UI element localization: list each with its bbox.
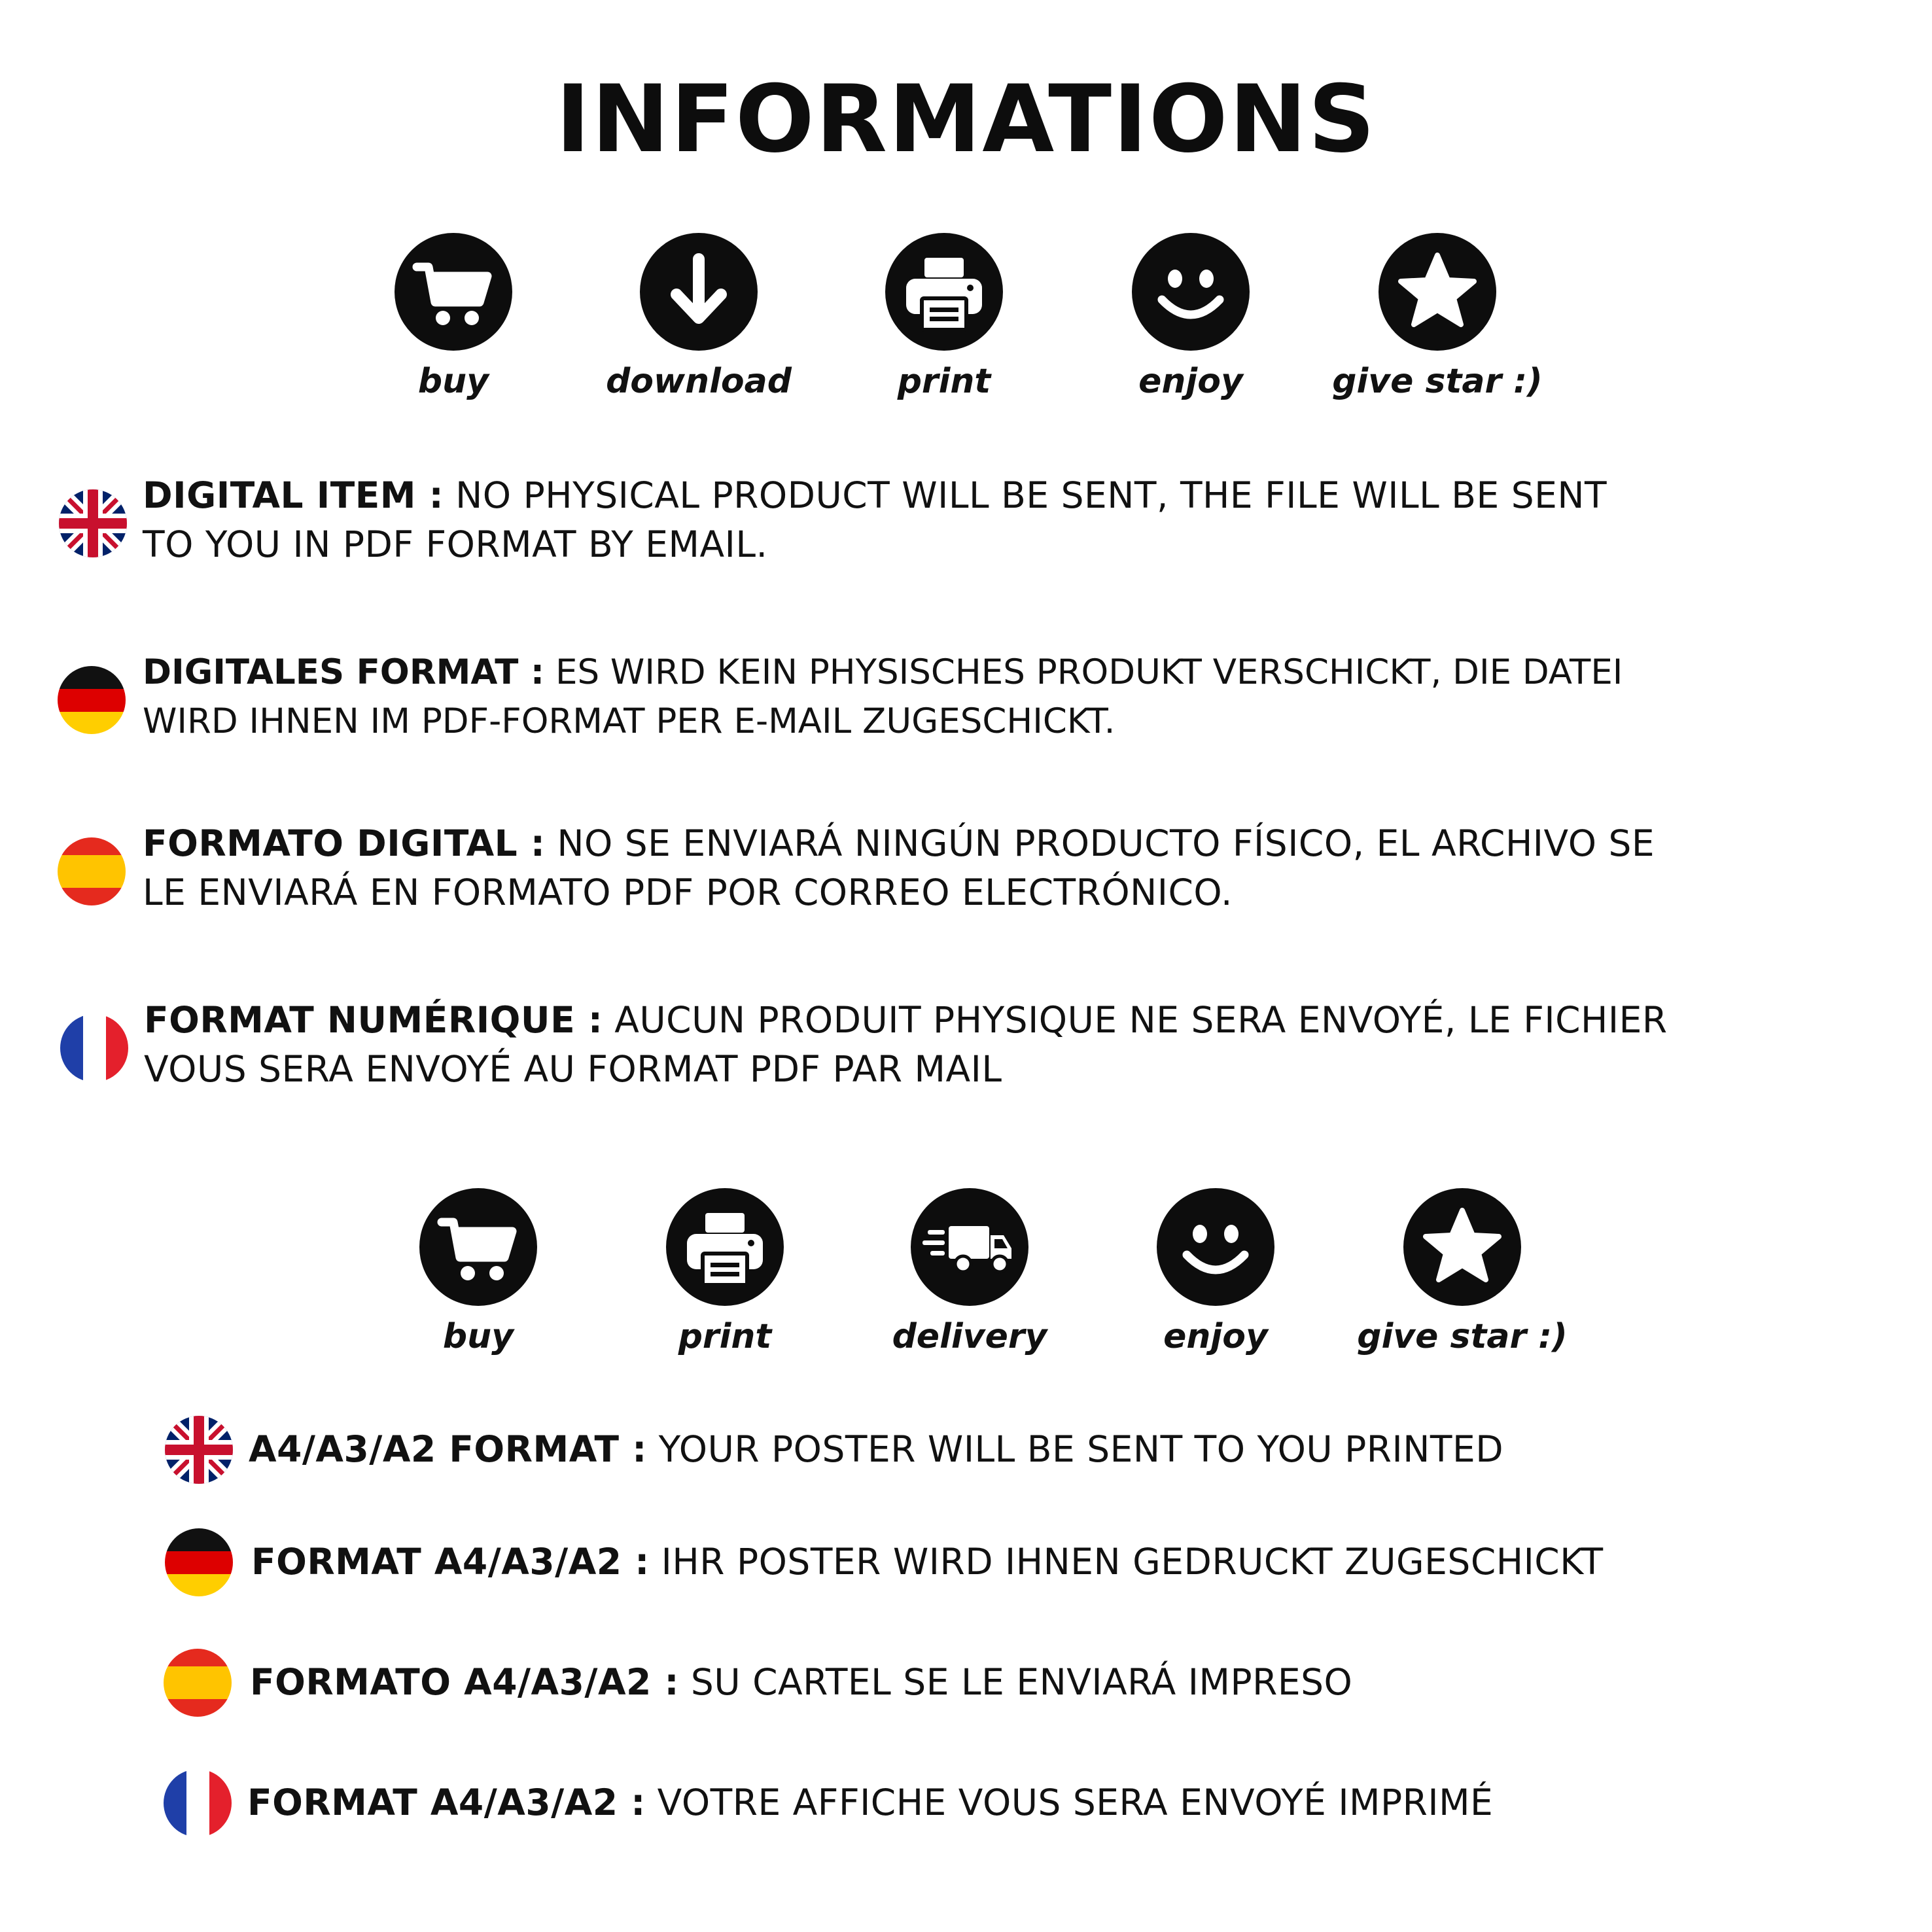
info-body: YOUR POSTER WILL BE SENT TO YOU PRINTED [646,1428,1504,1470]
delivery-truck-icon [911,1188,1028,1306]
step-print [594,1188,856,1360]
step-label: delivery [892,1317,1047,1356]
download-icon [640,233,758,351]
page-title: INFORMATIONS [555,65,1377,173]
info-line1: NO PHYSICAL PRODUCT WILL BE SENT, THE FILE WILL BE SENT [444,474,1607,516]
spain-flag-icon [164,1649,232,1717]
uk-flag-icon [165,1416,233,1484]
star-icon [1403,1188,1521,1306]
step-label: give star :) [1357,1317,1568,1356]
info-body: VOTRE AFFICHE VOUS SERA ENVOYÉ IMPRIMÉ [645,1782,1494,1823]
step-label: print [897,362,991,401]
info-text [247,1778,1493,1827]
smiley-icon [1157,1188,1274,1306]
step-label: download [606,362,792,401]
step-label: buy [417,362,489,401]
germany-flag-icon [58,666,126,734]
info-line1: AUCUN PRODUIT PHYSIQUE NE SERA ENVOYÉ, LE FICHIER [603,999,1668,1041]
info-text [143,471,1607,569]
step-label: enjoy [1163,1317,1268,1356]
step-print [813,233,1075,404]
info-title: FORMAT A4/A3/A2 : [247,1782,646,1823]
printer-icon [885,233,1003,351]
cart-icon [395,233,512,351]
step-label: print [678,1317,772,1356]
info-body: IHR POSTER WIRD IHNEN GEDRUCKT ZUGESCHICKT [649,1541,1604,1583]
step-label: give star :) [1332,362,1543,401]
info-text [249,1425,1503,1474]
info-line2: WIRD IHNEN IM PDF-FORMAT PER E-MAIL ZUGESCHICKT. [143,701,1115,741]
info-text [143,648,1623,746]
step-buy [347,1188,609,1360]
star-icon [1379,233,1496,351]
info-title: FORMATO A4/A3/A2 : [250,1661,679,1703]
step-enjoy [1085,1188,1346,1360]
info-title: FORMATO DIGITAL : [143,822,546,864]
info-title: A4/A3/A2 FORMAT : [249,1428,647,1470]
info-line2: VOUS SERA ENVOYÉ AU FORMAT PDF PAR MAIL [144,1048,1002,1090]
step-label: buy [442,1317,514,1356]
info-line1: ES WIRD KEIN PHYSISCHES PRODUKT VERSCHICKT, DIE DATEI [544,652,1623,692]
info-line2: TO YOU IN PDF FORMAT BY EMAIL. [143,523,768,565]
info-line1: NO SE ENVIARÁ NINGÚN PRODUCTO FÍSICO, EL ARCHIVO SE [545,822,1655,864]
step-label: enjoy [1138,362,1243,401]
digital-steps-row [0,233,1932,449]
france-flag-icon [164,1769,232,1837]
cart-icon [419,1188,537,1306]
germany-flag-icon [165,1528,233,1596]
uk-flag-icon [59,489,127,557]
step-download [568,233,830,404]
step-enjoy [1060,233,1322,404]
info-text [143,819,1655,917]
smiley-icon [1132,233,1250,351]
info-line2: LE ENVIARÁ EN FORMATO PDF POR CORREO ELECTRÓNICO. [143,871,1233,913]
print-steps-row [0,1188,1932,1404]
info-text [250,1658,1352,1707]
info-title: DIGITAL ITEM : [143,474,444,516]
info-text [251,1537,1604,1587]
spain-flag-icon [58,837,126,905]
step-delivery [839,1188,1100,1360]
info-title: FORMAT A4/A3/A2 : [251,1541,650,1583]
info-title: DIGITALES FORMAT : [143,652,545,692]
france-flag-icon [60,1014,128,1082]
info-body: SU CARTEL SE LE ENVIARÁ IMPRESO [678,1661,1353,1703]
step-give-star [1331,1188,1593,1360]
step-buy [323,233,584,404]
info-title: FORMAT NUMÉRIQUE : [144,999,603,1041]
printer-icon [666,1188,784,1306]
step-give-star [1307,233,1568,404]
info-text [144,996,1668,1094]
